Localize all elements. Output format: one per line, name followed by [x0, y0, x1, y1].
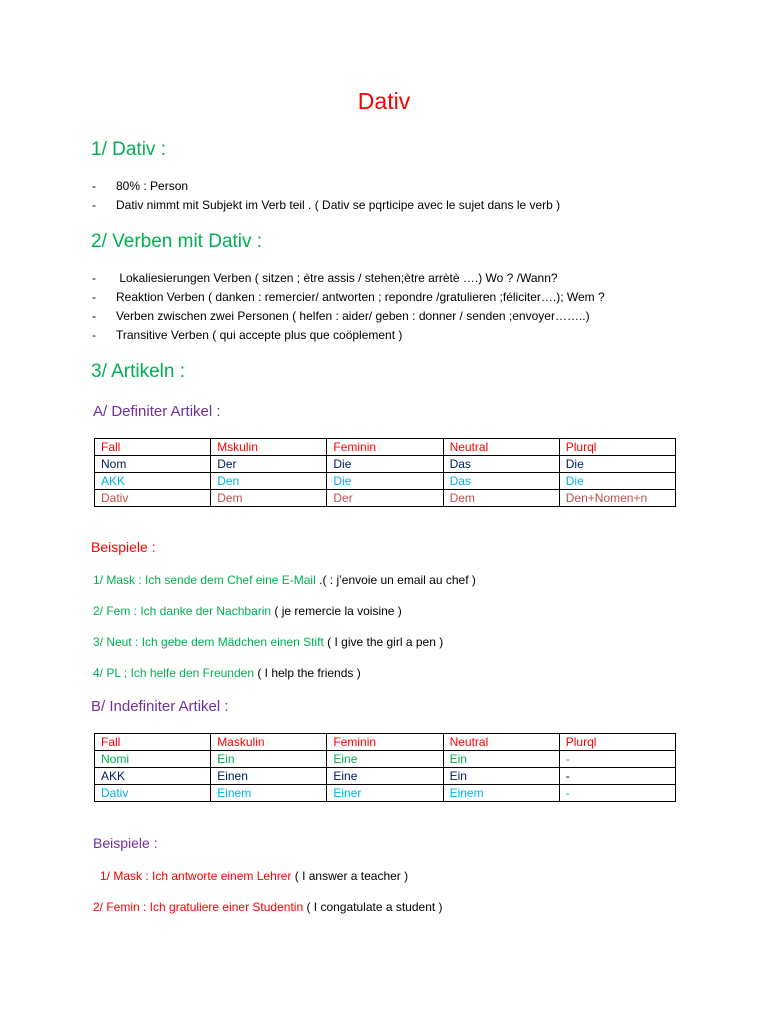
example-line: 1/ Mask : Ich antworte einem Lehrer ( I answer a teacher ) [100, 869, 409, 883]
definite-article-table [94, 438, 676, 507]
table-cell: Das [443, 456, 559, 473]
table-cell: Die [327, 456, 443, 473]
table-row [95, 751, 676, 768]
table-cell: - [559, 785, 675, 802]
table-cell: Einem [211, 785, 327, 802]
list-item: - Dativ nimmt mit Subjekt im Verb teil . ( Dativ se pqrticipe avec le sujet dans le verb ) [92, 198, 561, 212]
table-cell: - [559, 768, 675, 785]
indefinite-article-table [94, 733, 676, 802]
example-line: 3/ Neut : Ich gebe dem Mädchen einen Stift ( I give the girl a pen ) [93, 635, 444, 649]
section-3-heading: 3/ Artikeln : [91, 361, 185, 382]
example-line: 2/ Fem : Ich danke der Nachbarin ( je remercie la voisine ) [93, 604, 402, 618]
table-cell: Fall [95, 439, 211, 456]
table-cell: Einer [327, 785, 443, 802]
table-row [95, 490, 676, 507]
table-row [95, 456, 676, 473]
table-cell: AKK [95, 473, 211, 490]
table-header-row [95, 439, 676, 456]
table-cell: Dem [211, 490, 327, 507]
list-item: - Lokaliesierungen Verben ( sitzen ; ètre assis / stehen;ètre arrètè ….) Wo ? /Wann? [92, 271, 558, 285]
table-cell: Den [211, 473, 327, 490]
table-cell: Ein [211, 751, 327, 768]
table-cell: Die [327, 473, 443, 490]
table-cell: Die [559, 473, 675, 490]
table-cell: Feminin [327, 439, 443, 456]
table-cell: Feminin [327, 734, 443, 751]
table-cell: Dem [443, 490, 559, 507]
list-item: - 80% : Person [92, 179, 189, 193]
table-cell: Plurql [559, 734, 675, 751]
table-cell: Nomi [95, 751, 211, 768]
table-cell: Der [327, 490, 443, 507]
table-cell: Fall [95, 734, 211, 751]
table-cell: Das [443, 473, 559, 490]
table-header-row [95, 734, 676, 751]
example-line: 4/ PL ; Ich helfe den Freunden ( I help the friends ) [93, 666, 361, 680]
table-cell: - [559, 751, 675, 768]
table-cell: Mskulin [211, 439, 327, 456]
table-cell: Einen [211, 768, 327, 785]
page-title: Dativ [357, 88, 411, 114]
section-1-heading: 1/ Dativ : [91, 139, 166, 160]
beispiele-a-heading: Beispiele : [91, 539, 156, 555]
example-line: 1/ Mask : Ich sende dem Chef eine E-Mail .( : j’envoie un email au chef ) [93, 573, 476, 587]
section-2-list [92, 269, 605, 345]
table-cell: Neutral [443, 734, 559, 751]
table-cell: Die [559, 456, 675, 473]
section-1-list [92, 177, 560, 215]
table-cell: Eine [327, 751, 443, 768]
list-item: - Verben zwischen zwei Personen ( helfen : aider/ geben : donner / senden ;envoyer……..) [92, 309, 590, 323]
table-row [95, 473, 676, 490]
table-cell: Dativ [95, 785, 211, 802]
list-item: - Reaktion Verben ( danken : remercier/ antworten ; repondre /gratulieren ;féliciter….); Wem ? [92, 290, 605, 304]
table-cell: AKK [95, 768, 211, 785]
table-cell: Ein [443, 768, 559, 785]
section-2-heading: 2/ Verben mit Dativ : [91, 231, 263, 252]
table-cell: Einem [443, 785, 559, 802]
table-cell: Plurql [559, 439, 675, 456]
table-cell: Den+Nomen+n [559, 490, 675, 507]
indefiniter-artikel-heading: B/ Indefiniter Artikel : [91, 698, 229, 715]
table-cell: Eine [327, 768, 443, 785]
table-row [95, 768, 676, 785]
list-item: - Transitive Verben ( qui accepte plus que coöplement ) [92, 328, 403, 342]
example-line: 2/ Femin : Ich gratuliere einer Studentin ( I congatulate a student ) [93, 900, 443, 914]
table-cell: Maskulin [211, 734, 327, 751]
definiter-artikel-heading: A/ Definiter Artikel : [93, 403, 221, 420]
beispiele-b-heading: Beispiele : [93, 835, 158, 851]
table-cell: Ein [443, 751, 559, 768]
table-cell: Dativ [95, 490, 211, 507]
table-row [95, 785, 676, 802]
table-cell: Nom [95, 456, 211, 473]
table-cell: Neutral [443, 439, 559, 456]
table-cell: Der [211, 456, 327, 473]
